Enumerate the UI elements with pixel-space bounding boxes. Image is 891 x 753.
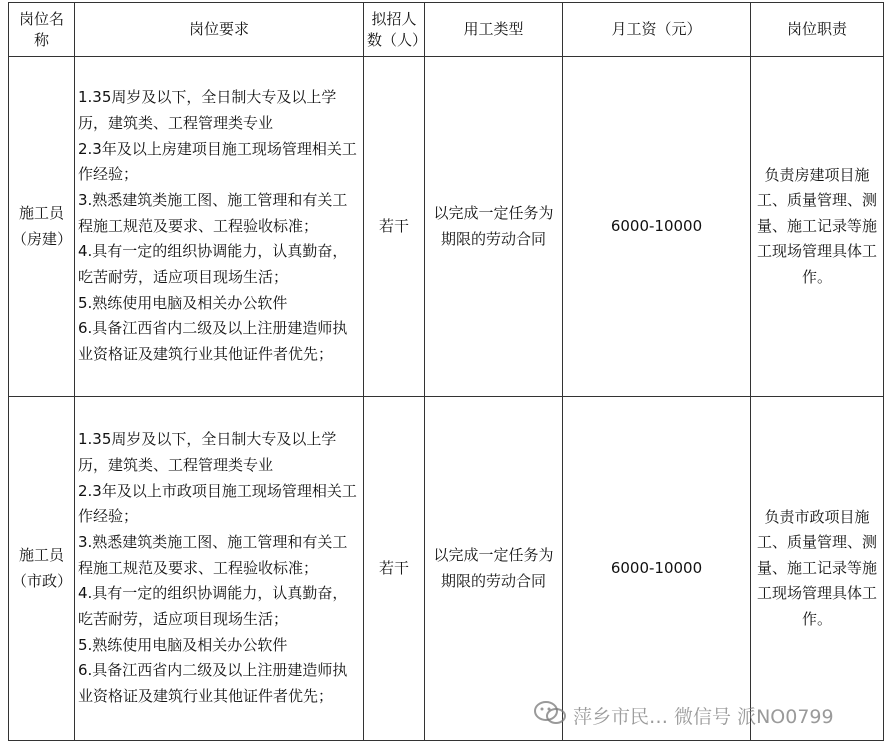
watermark-text: 萍乡市民… 微信号 派NO0799 [573, 705, 834, 728]
header-employment-type: 用工类型 [425, 3, 563, 57]
header-headcount: 拟招人数（人） [364, 3, 425, 57]
header-row [9, 3, 884, 57]
headcount-cell: 若干 [364, 397, 425, 741]
salary-cell: 6000-10000 [563, 57, 751, 397]
requirement-item: 3.熟悉建筑类施工图、施工管理和有关工程施工规范及要求、工程验收标准； [78, 532, 348, 577]
requirement-item: 6.具备江西省内二级及以上注册建造师执业资格证及建筑行业其他证件者优先； [78, 661, 348, 706]
requirement-item: 4.具有一定的组织协调能力，认真勤奋，吃苦耐劳，适应项目现场生活； [78, 242, 348, 287]
salary-cell: 6000-10000 [563, 397, 751, 741]
requirement-item: 2.3年及以上房建项目施工现场管理相关工作经验； [78, 139, 357, 184]
requirement-item: 5.熟练使用电脑及相关办公软件 [78, 635, 288, 654]
duty-cell: 负责房建项目施工、质量管理、测量、施工记录等施工现场管理具体工作。 [751, 57, 884, 397]
wechat-icon [533, 700, 573, 731]
table-row [9, 57, 884, 397]
job-name-cell: 施工员（市政） [9, 397, 75, 741]
employment-type-cell: 以完成一定任务为期限的劳动合同 [425, 57, 563, 397]
employment-type-cell: 以完成一定任务为期限的劳动合同 [425, 397, 563, 741]
watermark [533, 700, 834, 730]
header-job-name: 岗位名称 [9, 3, 75, 57]
requirement-item: 4.具有一定的组织协调能力，认真勤奋，吃苦耐劳，适应项目现场生活； [78, 584, 348, 629]
requirement-item: 2.3年及以上市政项目施工现场管理相关工作经验； [78, 481, 357, 526]
table-row [9, 397, 884, 741]
headcount-cell: 若干 [364, 57, 425, 397]
recruitment-table [8, 2, 884, 741]
requirements-cell [75, 57, 364, 397]
requirement-item: 5.熟练使用电脑及相关办公软件 [78, 293, 288, 312]
duty-cell: 负责市政项目施工、质量管理、测量、施工记录等施工现场管理具体工作。 [751, 397, 884, 741]
job-name-cell: 施工员（房建） [9, 57, 75, 397]
header-duties: 岗位职责 [751, 3, 884, 57]
requirement-item: 6.具备江西省内二级及以上注册建造师执业资格证及建筑行业其他证件者优先； [78, 319, 348, 364]
header-monthly-salary: 月工资（元） [563, 3, 751, 57]
requirement-item: 3.熟悉建筑类施工图、施工管理和有关工程施工规范及要求、工程验收标准； [78, 190, 348, 235]
header-requirements: 岗位要求 [75, 3, 364, 57]
requirement-item: 1.35周岁及以下，全日制大专及以上学历，建筑类、工程管理类专业 [78, 430, 337, 474]
requirement-item: 1.35周岁及以下，全日制大专及以上学历，建筑类、工程管理类专业 [78, 88, 337, 132]
requirements-cell [75, 397, 364, 741]
